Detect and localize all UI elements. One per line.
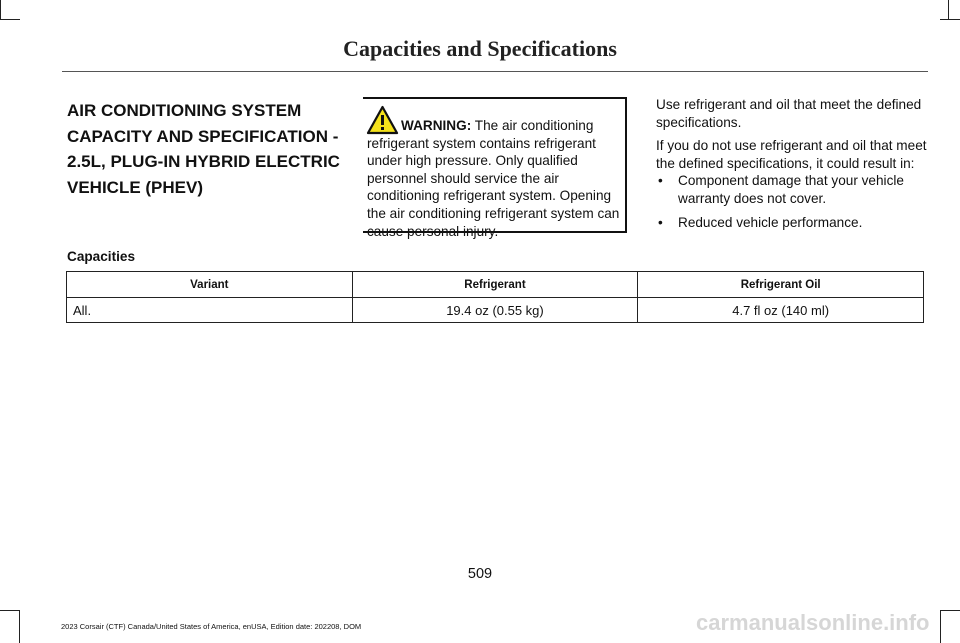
- page-title: Capacities and Specifications: [343, 36, 617, 61]
- crop-mark: [948, 0, 949, 20]
- table-cell: All.: [67, 298, 353, 323]
- bullet-icon: •: [658, 215, 663, 231]
- list-item-text: Component damage that your vehicle warranty does not cover.: [678, 173, 904, 206]
- crop-mark: [0, 610, 20, 611]
- spec-paragraph-1: [656, 96, 928, 131]
- table-cell: 4.7 fl oz (140 ml): [638, 298, 924, 323]
- warning-body: The air conditioning refrigerant system contains refrigerant under high pressure. Only qualified personnel should service the air conditioning refrigerant system. Opening the air conditioning refrigerant system can cause personal injury.: [367, 118, 620, 239]
- bullet-icon: •: [658, 173, 663, 188]
- warning-text: [367, 117, 625, 240]
- watermark: carmanualsonline.info: [696, 610, 930, 635]
- crop-mark: [0, 0, 1, 20]
- column-header: Variant: [67, 272, 353, 298]
- page-number: 509: [467, 566, 493, 582]
- paragraph-text: If you do not use refrigerant and oil that meet the defined specifications, it could result in:: [656, 138, 927, 171]
- paragraph-text: Use refrigerant and oil that meet the defined specifications.: [656, 97, 922, 130]
- list-item: [656, 172, 928, 207]
- crop-mark: [19, 610, 20, 643]
- bullet-list: [656, 172, 928, 239]
- table-cell: 19.4 oz (0.55 kg): [352, 298, 638, 323]
- capacities-table: [66, 271, 924, 323]
- crop-mark: [0, 19, 20, 20]
- crop-mark: [940, 19, 960, 20]
- footer-edition-info: 2023 Corsair (CTF) Canada/United States of America, enUSA, Edition date: 202208, DOM: [61, 622, 362, 631]
- warning-label: WARNING:: [401, 118, 472, 133]
- table-header-row: [67, 272, 924, 298]
- header-divider: [62, 71, 928, 72]
- spec-paragraph-2: [656, 137, 928, 172]
- section-heading: AIR CONDITIONING SYSTEM CAPACITY AND SPECIFICATION - 2.5L, PLUG-IN HYBRID ELECTRIC VEHICLE (PHEV): [67, 101, 340, 197]
- capacities-label: Capacities: [67, 249, 136, 264]
- list-item: [656, 214, 928, 232]
- column-header: Refrigerant Oil: [638, 272, 924, 298]
- list-item-text: Reduced vehicle performance.: [678, 215, 863, 231]
- column-header: Refrigerant: [352, 272, 638, 298]
- table-row: [67, 298, 924, 323]
